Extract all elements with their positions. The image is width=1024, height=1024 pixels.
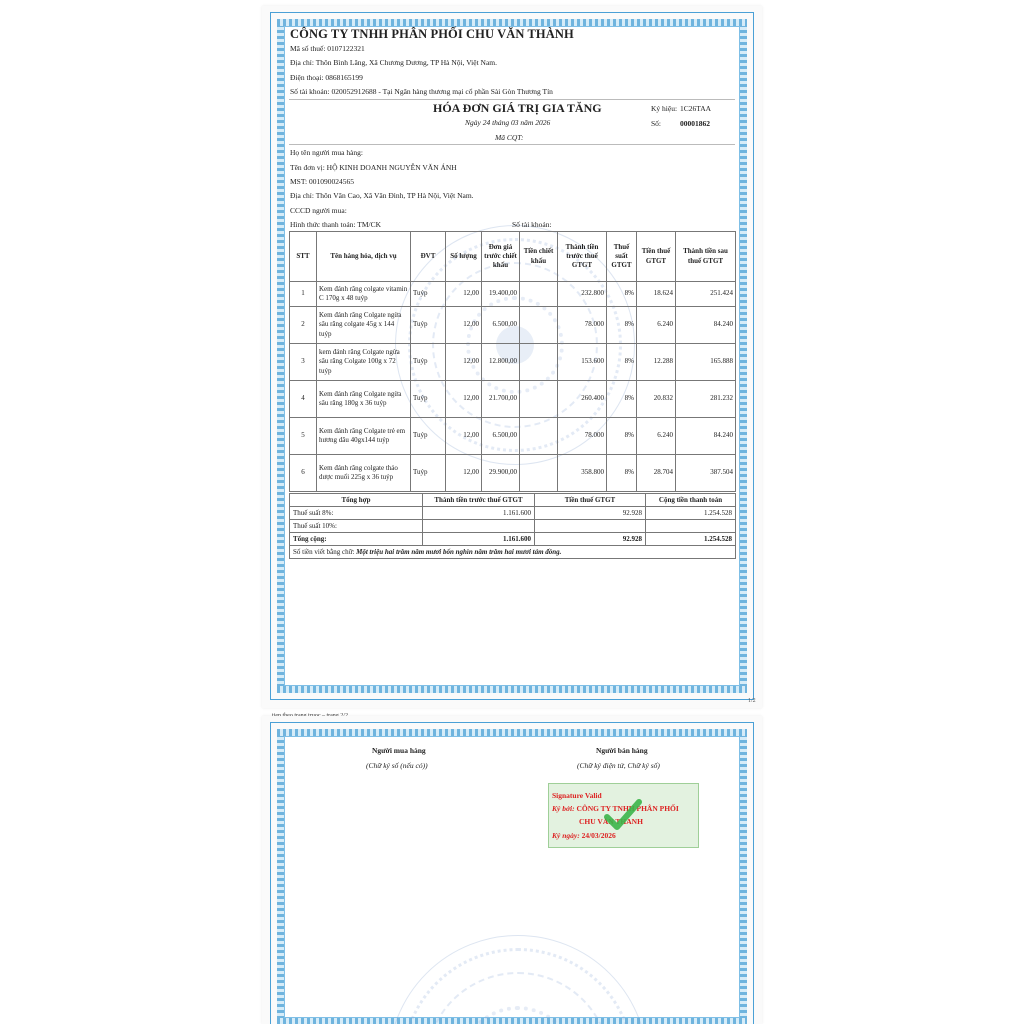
cell-discount	[520, 282, 558, 307]
summary-before: 1.161.600	[423, 507, 535, 520]
cell-unit: Tuýp	[411, 455, 446, 492]
summary-total	[646, 520, 736, 533]
invoice-cqt: Mã CQT:	[495, 133, 524, 142]
seller-address: Địa chỉ: Thôn Bình Lăng, Xã Chương Dương, TP Hà Nội, Việt Nam.	[290, 58, 497, 67]
cell-total: 387.504	[676, 455, 736, 492]
header-cell: Tên hàng hóa, dịch vụ	[317, 232, 411, 282]
cell-rate: 8%	[607, 418, 637, 455]
cell-tax: 6.240	[637, 307, 676, 344]
cell-rate: 8%	[607, 282, 637, 307]
seller-phone: Điện thoại: 0868165199	[290, 73, 363, 82]
cell-stt: 4	[290, 381, 317, 418]
cell-stt: 3	[290, 344, 317, 381]
amount-in-words: Một triệu hai trăm năm mươi bốn nghìn năm trăm hai mươi tám đồng.	[356, 547, 562, 556]
invoice-number-label: Số:	[651, 119, 662, 128]
cell-price: 6.500,00	[482, 418, 520, 455]
invoice-number: 00001862	[680, 119, 710, 128]
table-header-row	[290, 232, 736, 282]
header-cell: Số lượng	[446, 232, 482, 282]
buyer-signature-note: (Chữ ký số (nếu có))	[366, 761, 428, 770]
summary-label: Tổng cộng:	[290, 533, 423, 546]
buyer-signature-title: Người mua hàng	[372, 746, 426, 755]
summary-before	[423, 520, 535, 533]
header-cell: Tiền chiết khấu	[520, 232, 558, 282]
cell-tax: 20.832	[637, 381, 676, 418]
payment-method: Hình thức thanh toán: TM/CK	[290, 220, 382, 229]
cell-price: 12.800,00	[482, 344, 520, 381]
invoice-symbol-label: Ký hiệu:	[651, 104, 678, 113]
cell-name: Kem đánh răng Colgate ngừa sâu răng colgate 45g x 144 tuýp	[317, 307, 411, 344]
header-cell: Đơn giá trước chiết khấu	[482, 232, 520, 282]
buyer-unit: Tên đơn vị: HỘ KINH DOANH NGUYỄN VĂN ÁNH	[290, 163, 457, 172]
table-row	[290, 307, 736, 344]
cell-price: 6.500,00	[482, 307, 520, 344]
cell-amount: 78.000	[558, 307, 607, 344]
cell-discount	[520, 455, 558, 492]
signed-by-company: CÔNG TY TNHH PHÂN PHỐI	[576, 804, 679, 813]
cell-rate: 8%	[607, 455, 637, 492]
cell-unit: Tuýp	[411, 344, 446, 381]
signed-date-label: Ký ngày:	[552, 831, 580, 840]
summary-header: Thành tiền trước thuế GTGT	[423, 494, 535, 507]
seller-account: Số tài khoản: 020052912688 - Tại Ngân hàng thương mại cổ phần Sài Gòn Thương Tín	[290, 87, 553, 96]
table-row	[290, 282, 736, 307]
summary-total: 1.254.528	[646, 507, 736, 520]
table-row	[290, 455, 736, 492]
cell-rate: 8%	[607, 381, 637, 418]
cell-unit: Tuýp	[411, 307, 446, 344]
summary-row-total	[290, 533, 736, 546]
cell-name: Kem đánh răng colgate thảo dược muối 225g x 36 tuýp	[317, 455, 411, 492]
cell-total: 251.424	[676, 282, 736, 307]
cell-stt: 1	[290, 282, 317, 307]
summary-tax	[535, 520, 646, 533]
cell-amount: 260.400	[558, 381, 607, 418]
table-row	[290, 418, 736, 455]
seller-signature-title: Người bán hàng	[596, 746, 648, 755]
cell-tax: 28.704	[637, 455, 676, 492]
cell-discount	[520, 418, 558, 455]
cell-qty: 12,00	[446, 455, 482, 492]
cell-discount	[520, 381, 558, 418]
seller-name: CÔNG TY TNHH PHÂN PHỐI CHU VĂN THÀNH	[290, 27, 574, 41]
summary-row-10	[290, 520, 736, 533]
seller-signature-note: (Chữ ký điện tử, Chữ ký số)	[577, 761, 660, 770]
cell-tax: 18.624	[637, 282, 676, 307]
summary-label: Thuế suất 8%:	[290, 507, 423, 520]
cell-amount: 153.600	[558, 344, 607, 381]
buyer-account: Số tài khoản:	[512, 220, 552, 229]
table-row	[290, 344, 736, 381]
invoice-symbol: 1C26TAA	[680, 104, 712, 113]
cell-unit: Tuýp	[411, 381, 446, 418]
header-cell: ĐVT	[411, 232, 446, 282]
summary-tax: 92.928	[535, 533, 646, 546]
header-cell: Tiền thuế GTGT	[637, 232, 676, 282]
header-cell: STT	[290, 232, 317, 282]
buyer-tax-code: MST: 001090024565	[290, 177, 355, 186]
invoice-date: Ngày 24 tháng 03 năm 2026	[465, 118, 551, 127]
items-table	[289, 231, 736, 492]
divider	[289, 99, 735, 100]
cell-price: 19.400,00	[482, 282, 520, 307]
amount-in-words-label: Số tiền viết bằng chữ:	[293, 547, 355, 556]
cell-amount: 358.800	[558, 455, 607, 492]
buyer-id: CCCD người mua:	[290, 206, 347, 215]
check-icon	[604, 798, 642, 832]
cell-name: Kem đánh răng Colgate ngừa sâu răng 180g x 36 tuýp	[317, 381, 411, 418]
cell-qty: 12,00	[446, 307, 482, 344]
seller-tax-code: Mã số thuế: 0107122321	[290, 44, 365, 53]
cell-qty: 12,00	[446, 282, 482, 307]
invoice-title: HÓA ĐƠN GIÁ TRỊ GIA TĂNG	[433, 101, 602, 115]
summary-total: 1.254.528	[646, 533, 736, 546]
summary-header: Cộng tiền thanh toán	[646, 494, 736, 507]
signature-valid: Signature Valid	[552, 791, 602, 800]
cell-stt: 2	[290, 307, 317, 344]
cell-rate: 8%	[607, 307, 637, 344]
cell-tax: 6.240	[637, 418, 676, 455]
cell-stt: 5	[290, 418, 317, 455]
signed-by-label: Ký bởi:	[552, 804, 575, 813]
header-cell: Thuế suất GTGT	[607, 232, 637, 282]
cell-discount	[520, 344, 558, 381]
cell-total: 281.232	[676, 381, 736, 418]
cell-price: 21.700,00	[482, 381, 520, 418]
cell-total: 84.240	[676, 307, 736, 344]
page-number: 1/2	[748, 698, 756, 704]
summary-row-8	[290, 507, 736, 520]
cell-total: 165.888	[676, 344, 736, 381]
cell-total: 84.240	[676, 418, 736, 455]
cell-name: kem đánh răng Colgate ngừa sâu răng Colgate 100g x 72 tuýp	[317, 344, 411, 381]
buyer-address: Địa chỉ: Thôn Văn Cao, Xã Vân Đình, TP Hà Nội, Việt Nam.	[290, 191, 474, 200]
cell-stt: 6	[290, 455, 317, 492]
cell-tax: 12.288	[637, 344, 676, 381]
summary-header: Tổng hợp	[290, 494, 423, 507]
cell-qty: 12,00	[446, 381, 482, 418]
divider	[289, 144, 735, 145]
summary-tax: 92.928	[535, 507, 646, 520]
cell-qty: 12,00	[446, 418, 482, 455]
cell-amount: 232.800	[558, 282, 607, 307]
cell-discount	[520, 307, 558, 344]
cell-name: Kem đánh răng colgate vitamin C 170g x 48 tuýp	[317, 282, 411, 307]
signed-by-company-line2: CHU VĂN THANH	[579, 817, 643, 826]
buyer-name: Họ tên người mua hàng:	[290, 148, 364, 157]
signed-date: 24/03/2026	[581, 831, 616, 840]
cell-qty: 12,00	[446, 344, 482, 381]
summary-table	[289, 493, 736, 559]
cell-name: Kem đánh răng Colgate trẻ em hương dâu 40gx144 tuýp	[317, 418, 411, 455]
header-cell: Thành tiền trước thuế GTGT	[558, 232, 607, 282]
cell-unit: Tuýp	[411, 282, 446, 307]
digital-signature-box[interactable]	[548, 783, 699, 848]
summary-header-row	[290, 494, 736, 507]
header-cell: Thành tiền sau thuế GTGT	[676, 232, 736, 282]
cell-amount: 78.000	[558, 418, 607, 455]
summary-before: 1.161.600	[423, 533, 535, 546]
amount-in-words-row	[290, 546, 736, 559]
cell-unit: Tuýp	[411, 418, 446, 455]
cell-price: 29.900,00	[482, 455, 520, 492]
summary-header: Tiền thuế GTGT	[535, 494, 646, 507]
cell-rate: 8%	[607, 344, 637, 381]
table-row	[290, 381, 736, 418]
summary-label: Thuế suất 10%:	[290, 520, 423, 533]
